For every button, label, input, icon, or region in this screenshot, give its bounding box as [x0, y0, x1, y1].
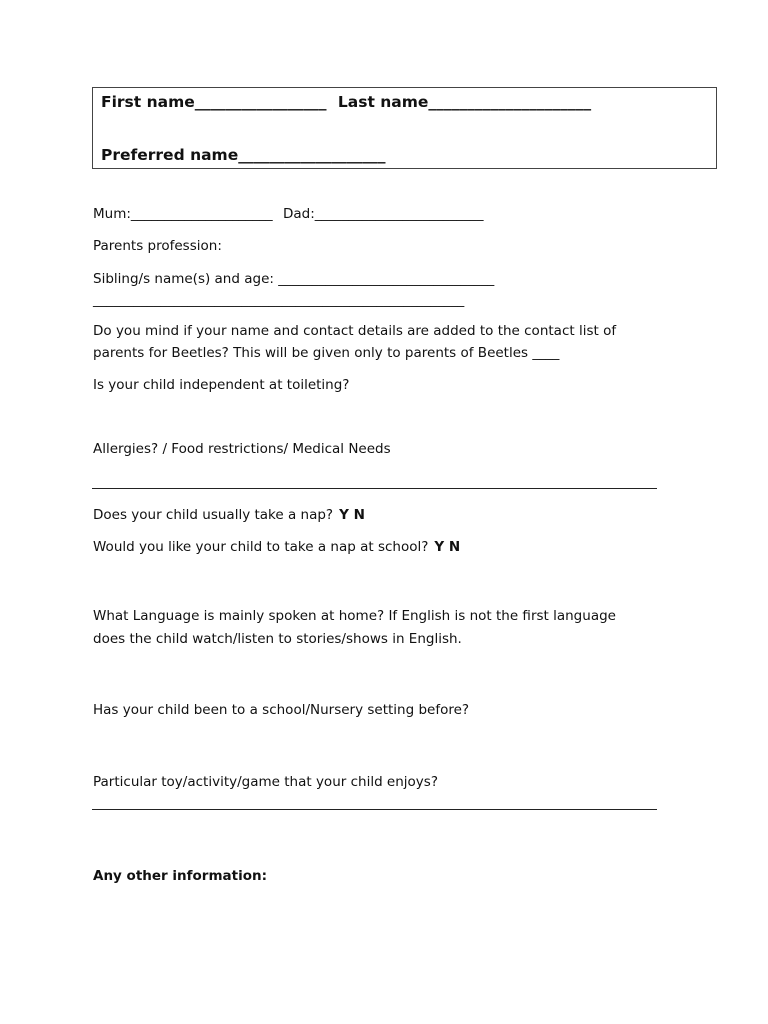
- language-question-line1: What Language is mainly spoken at home? If English is not the first language: [93, 608, 616, 624]
- toileting-question: Is your child independent at toileting?: [93, 377, 350, 393]
- last-name-field[interactable]: Last name_____________________: [337, 93, 592, 111]
- allergies-answer-line[interactable]: [92, 488, 657, 489]
- nap-school-question: Would you like your child to take a nap at school?: [93, 539, 429, 555]
- mum-field[interactable]: Mum:_____________________: [93, 206, 273, 222]
- other-information-heading: Any other information:: [93, 868, 267, 884]
- name-row: [101, 93, 591, 111]
- name-box: [92, 87, 717, 169]
- allergies-question: Allergies? / Food restrictions/ Medical Needs: [93, 441, 391, 457]
- nap-row: [93, 504, 365, 526]
- contact-list-question-line1: Do you mind if your name and contact details are added to the contact list of: [93, 323, 617, 339]
- dad-field[interactable]: Dad:_________________________: [282, 206, 484, 222]
- toy-answer-line[interactable]: [92, 809, 657, 810]
- previous-setting-question: Has your child been to a school/Nursery setting before?: [93, 702, 470, 718]
- toy-question: Particular toy/activity/game that your child enjoys?: [93, 774, 438, 790]
- preferred-name-field[interactable]: Preferred name___________________: [101, 146, 386, 164]
- first-name-field[interactable]: First name_________________: [101, 93, 327, 111]
- nap-school-yes-no-options[interactable]: Y N: [434, 539, 461, 555]
- siblings-continuation-line[interactable]: _______________________________________________________: [93, 292, 465, 308]
- parents-row: [93, 203, 484, 225]
- language-question-line2: does the child watch/listen to stories/shows in English.: [93, 631, 462, 647]
- nap-yes-no-options[interactable]: Y N: [339, 507, 365, 523]
- nap-school-row: [93, 536, 460, 558]
- contact-list-question-line2[interactable]: parents for Beetles? This will be given only to parents of Beetles ____: [93, 345, 560, 361]
- parents-profession-field[interactable]: Parents profession:: [93, 238, 222, 254]
- nap-question: Does your child usually take a nap?: [93, 507, 334, 523]
- siblings-field[interactable]: Sibling/s name(s) and age: ________________________________: [93, 271, 495, 287]
